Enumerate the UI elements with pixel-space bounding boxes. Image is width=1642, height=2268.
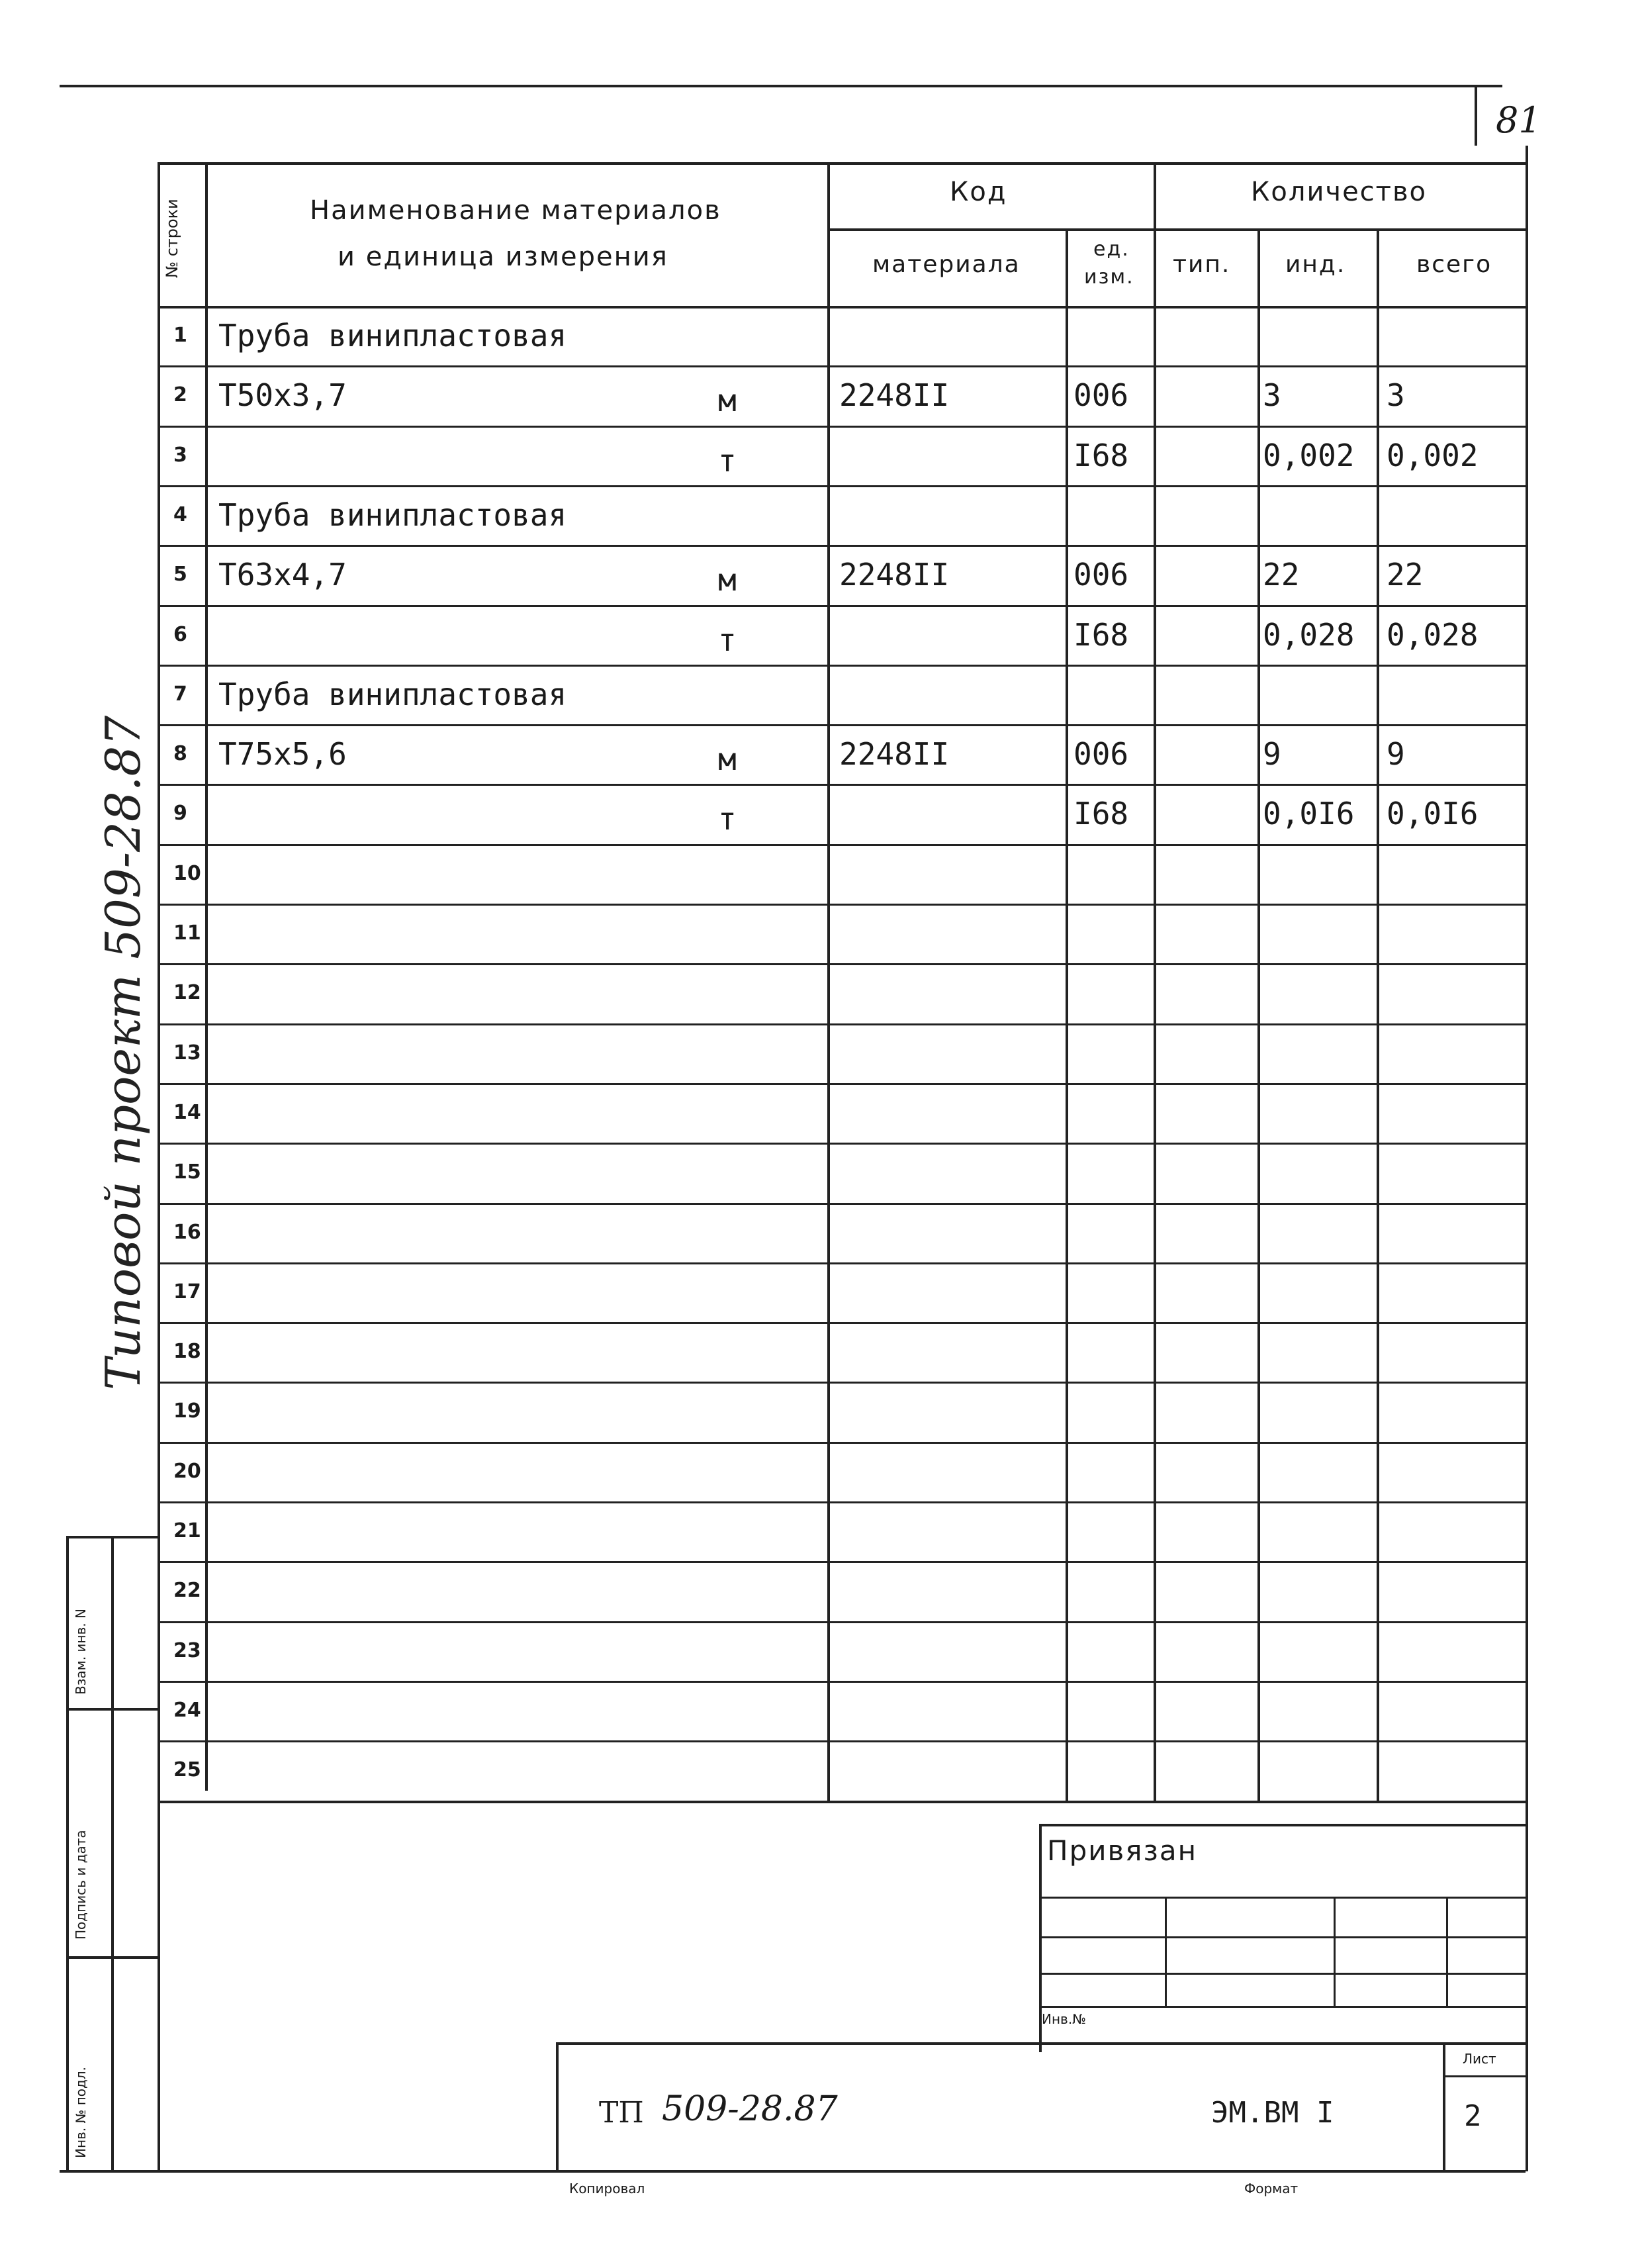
unit: м — [718, 741, 737, 778]
left-stamp-outer — [66, 1536, 69, 2171]
material-name: Т63х4,7 — [218, 557, 347, 593]
frame-top — [158, 162, 1526, 165]
material-code: 2248II — [839, 377, 950, 414]
quantity-total: 22 — [1387, 557, 1424, 593]
side-note: Типовой проект 509-28.87 — [95, 715, 151, 1390]
privyazan-col1 — [1165, 1897, 1167, 2006]
row-number: 16 — [173, 1220, 201, 1244]
row-separator — [158, 1681, 1526, 1683]
frame-right — [1526, 146, 1528, 2171]
row-number: 1 — [173, 324, 187, 347]
quantity-ind: 22 — [1263, 557, 1300, 593]
unit-header-line1: ед. — [1093, 238, 1130, 261]
row-separator — [158, 724, 1526, 726]
list-box-left — [1443, 2042, 1445, 2171]
total-header: всего — [1416, 251, 1492, 278]
privyazan-row1 — [1039, 1897, 1526, 1899]
material-code: 2248II — [839, 557, 950, 593]
row-separator — [158, 904, 1526, 906]
col-name-divider — [827, 162, 830, 1801]
name-header-line2: и единица измерения — [338, 242, 668, 272]
row-separator — [158, 1203, 1526, 1205]
list-label: Лист — [1463, 2051, 1496, 2067]
quantity-total: 3 — [1387, 377, 1405, 414]
privyazan-row4 — [1039, 2006, 1526, 2008]
row-number: 8 — [173, 742, 187, 766]
quantity-total: 0,028 — [1387, 616, 1479, 653]
list-number: 2 — [1464, 2099, 1482, 2133]
row-separator — [158, 963, 1526, 965]
row-separator — [158, 365, 1526, 367]
unit: м — [718, 383, 737, 419]
col-ind-total-divider — [1377, 228, 1379, 1801]
copied-label: Копировал — [569, 2181, 645, 2197]
row-number: 19 — [173, 1399, 201, 1423]
row-number: 23 — [173, 1638, 201, 1662]
unit: т — [718, 801, 737, 837]
material-header: материала — [872, 251, 1021, 278]
row-separator — [158, 426, 1526, 428]
row-separator — [158, 1740, 1526, 1742]
row-separator — [158, 545, 1526, 547]
left-stamp-div2 — [66, 1956, 158, 1959]
row-number: 13 — [173, 1041, 201, 1064]
row-number: 6 — [173, 622, 187, 646]
page-number: 81 — [1496, 99, 1541, 141]
header-bottom-line — [158, 306, 1526, 308]
table-bottom-line — [158, 1801, 1526, 1803]
quantity-ind: 3 — [1263, 377, 1281, 414]
row-number: 7 — [173, 682, 187, 706]
quantity-total: 0,0I6 — [1387, 796, 1479, 832]
row-number: 20 — [173, 1459, 201, 1483]
title-block-top — [556, 2042, 1526, 2045]
row-number: 18 — [173, 1340, 201, 1364]
format-label: Формат — [1244, 2181, 1299, 2197]
row-separator — [158, 1083, 1526, 1085]
unit-code: I68 — [1073, 616, 1129, 653]
inv-no-label: Инв.№ — [1042, 2011, 1086, 2027]
privyazan-row2 — [1039, 1936, 1526, 1938]
left-stamp-top — [66, 1536, 158, 1538]
row-number: 25 — [173, 1758, 201, 1782]
unit-code: I68 — [1073, 796, 1129, 832]
quantity-total: 9 — [1387, 736, 1405, 773]
row-number: 21 — [173, 1519, 201, 1542]
quantity-ind: 0,028 — [1263, 616, 1355, 653]
quantity-ind: 9 — [1263, 736, 1281, 773]
typ-header: тип. — [1173, 251, 1231, 278]
row-separator — [158, 605, 1526, 607]
row-number: 5 — [173, 563, 187, 587]
privyazan-col3 — [1446, 1897, 1448, 2006]
unit-code: I68 — [1073, 437, 1129, 473]
left-stamp-inner — [111, 1536, 114, 2171]
ind-header: инд. — [1285, 251, 1346, 278]
row-number: 12 — [173, 981, 201, 1005]
row-separator — [158, 1322, 1526, 1324]
row-separator — [158, 1621, 1526, 1623]
privyazan-row3 — [1039, 1973, 1526, 1975]
header-mid-line — [827, 228, 1526, 231]
quantity-ind: 0,002 — [1263, 437, 1355, 473]
doc-prefix: ТП — [599, 2096, 644, 2130]
material-name: Т50х3,7 — [218, 377, 347, 414]
unit: т — [718, 622, 737, 658]
row-separator — [158, 1262, 1526, 1264]
row-number: 9 — [173, 802, 187, 826]
material-name: Труба винипластовая — [218, 496, 567, 533]
row-number: 24 — [173, 1698, 201, 1722]
inv-podl-label: Инв. № подл. — [73, 2067, 89, 2158]
row-number-header: № строки — [163, 199, 181, 278]
code-header: Код — [950, 177, 1007, 207]
material-name: Труба винипластовая — [218, 318, 567, 354]
top-border — [60, 85, 1502, 87]
row-number: 4 — [173, 502, 187, 526]
row-separator — [158, 784, 1526, 786]
material-code: 2248II — [839, 736, 950, 773]
unit: т — [718, 442, 737, 479]
quantity-ind: 0,0I6 — [1263, 796, 1355, 832]
frame-left — [158, 162, 160, 2171]
privyazan-col2 — [1334, 1897, 1336, 2006]
row-number: 14 — [173, 1100, 201, 1124]
row-number: 17 — [173, 1280, 201, 1303]
row-separator — [158, 844, 1526, 846]
unit-header-line2: изм. — [1084, 265, 1134, 289]
row-separator — [158, 1143, 1526, 1145]
unit-code: 006 — [1073, 736, 1129, 773]
page-number-box-left — [1475, 85, 1477, 146]
title-block-bottom — [60, 2170, 1526, 2173]
col-rownum-divider — [205, 162, 208, 1791]
name-header-line1: Наименование материалов — [310, 195, 721, 226]
unit-code: 006 — [1073, 557, 1129, 593]
privyazan-box-top — [1039, 1824, 1526, 1826]
privyazan-label: Привязан — [1047, 1834, 1198, 1867]
title-block-left — [556, 2042, 559, 2171]
row-separator — [158, 1382, 1526, 1384]
quantity-total: 0,002 — [1387, 437, 1479, 473]
quantity-header: Количество — [1251, 177, 1428, 207]
row-separator — [158, 1561, 1526, 1563]
row-number: 22 — [173, 1579, 201, 1603]
row-number: 3 — [173, 443, 187, 467]
podpis-label: Подпись и дата — [73, 1830, 89, 1940]
col-code-unit-divider — [1066, 228, 1068, 1801]
row-separator — [158, 485, 1526, 487]
row-number: 11 — [173, 921, 201, 945]
row-separator — [158, 1501, 1526, 1503]
doc-number: 509-28.87 — [662, 2089, 838, 2129]
left-stamp-div1 — [66, 1708, 158, 1711]
col-typ-ind-divider — [1257, 228, 1260, 1801]
row-separator — [158, 665, 1526, 667]
sheet-code: ЭМ.ВМ I — [1211, 2096, 1334, 2130]
row-separator — [158, 1023, 1526, 1025]
row-number: 10 — [173, 861, 201, 885]
unit: м — [718, 562, 737, 598]
list-box-divider — [1443, 2075, 1526, 2077]
material-name: Труба винипластовая — [218, 676, 567, 712]
vzam-inv-label: Взам. инв. N — [73, 1609, 89, 1695]
row-separator — [158, 1442, 1526, 1444]
unit-code: 006 — [1073, 377, 1129, 414]
row-number: 15 — [173, 1160, 201, 1184]
col-unit-typ-divider — [1154, 162, 1156, 1801]
material-name: Т75х5,6 — [218, 736, 347, 773]
row-number: 2 — [173, 383, 187, 407]
